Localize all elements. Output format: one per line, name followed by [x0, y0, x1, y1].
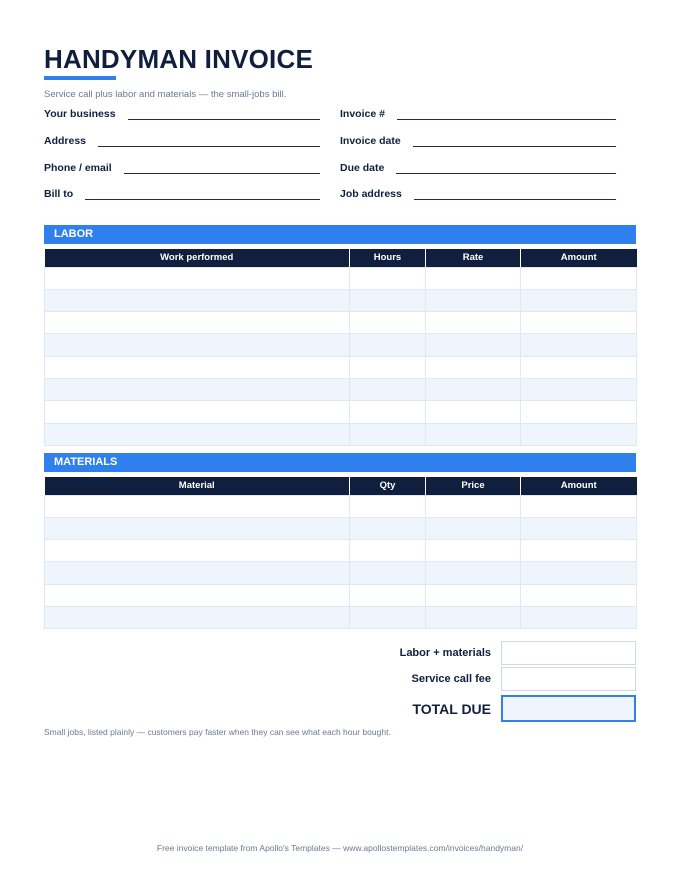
phone-email-field[interactable]: [44, 158, 320, 174]
field-label: Invoice date: [340, 135, 401, 147]
labor-cell[interactable]: [426, 334, 521, 356]
labor-rows: [45, 267, 637, 445]
materials-cell[interactable]: [426, 584, 521, 606]
service-fee-label: Service call fee: [411, 673, 491, 685]
column-header-work-performed: Work performed: [45, 249, 350, 267]
labor-cell[interactable]: [350, 312, 426, 334]
field-label: Phone / email: [44, 162, 112, 174]
materials-cell[interactable]: [45, 540, 350, 562]
subtotal-row: [331, 641, 636, 665]
labor-cell[interactable]: [45, 423, 350, 445]
labor-cell[interactable]: [521, 267, 637, 289]
labor-cell[interactable]: [521, 401, 637, 423]
materials-cell[interactable]: [45, 517, 350, 539]
field-input-line[interactable]: [413, 137, 616, 147]
total-due-input[interactable]: [501, 695, 636, 722]
field-label: Bill to: [44, 188, 74, 200]
field-input-line[interactable]: [85, 190, 320, 200]
materials-row: [45, 562, 637, 584]
materials-cell[interactable]: [521, 495, 637, 517]
labor-cell[interactable]: [521, 289, 637, 311]
field-label: Job address: [340, 188, 402, 200]
field-input-line[interactable]: [128, 110, 320, 120]
materials-rows: [45, 495, 637, 629]
materials-section-header: MATERIALS: [44, 453, 636, 472]
materials-cell[interactable]: [45, 495, 350, 517]
invoice-number-field[interactable]: [340, 104, 616, 120]
labor-header-row: [45, 249, 637, 267]
materials-cell[interactable]: [521, 517, 637, 539]
service-fee-row: [331, 667, 636, 691]
bill-to-field[interactable]: [44, 184, 320, 200]
field-label: Your business: [44, 108, 116, 120]
labor-cell[interactable]: [521, 423, 637, 445]
materials-row: [45, 606, 637, 628]
field-input-line[interactable]: [396, 164, 616, 174]
materials-cell[interactable]: [350, 562, 426, 584]
labor-cell[interactable]: [45, 378, 350, 400]
field-label: Invoice #: [340, 108, 385, 120]
field-input-line[interactable]: [98, 137, 320, 147]
labor-cell[interactable]: [45, 356, 350, 378]
field-label: Due date: [340, 162, 385, 174]
materials-cell[interactable]: [350, 606, 426, 628]
footer-credit: Free invoice template from Apollo's Templates — www.apollostemplates.com/invoices/handyman/: [156, 843, 524, 853]
labor-cell[interactable]: [521, 378, 637, 400]
labor-cell[interactable]: [350, 423, 426, 445]
labor-cell[interactable]: [521, 312, 637, 334]
labor-cell[interactable]: [350, 267, 426, 289]
column-header-qty: Qty: [350, 477, 426, 495]
labor-cell[interactable]: [45, 267, 350, 289]
materials-cell[interactable]: [45, 562, 350, 584]
materials-row: [45, 517, 637, 539]
job-address-field[interactable]: [340, 184, 616, 200]
labor-row: [45, 334, 637, 356]
labor-cell[interactable]: [426, 356, 521, 378]
materials-cell[interactable]: [521, 562, 637, 584]
materials-cell[interactable]: [45, 584, 350, 606]
labor-cell[interactable]: [426, 378, 521, 400]
labor-cell[interactable]: [426, 423, 521, 445]
labor-cell[interactable]: [426, 289, 521, 311]
field-input-line[interactable]: [124, 164, 320, 174]
labor-row: [45, 289, 637, 311]
invoice-date-field[interactable]: [340, 131, 616, 147]
materials-header-row: [45, 477, 637, 495]
subtotal-label: Labor + materials: [399, 647, 491, 659]
column-header-amount: Amount: [521, 477, 637, 495]
subtotal-input[interactable]: [501, 641, 636, 665]
labor-cell[interactable]: [350, 401, 426, 423]
labor-row: [45, 356, 637, 378]
labor-cell[interactable]: [350, 356, 426, 378]
materials-cell[interactable]: [426, 540, 521, 562]
due-date-field[interactable]: [340, 158, 616, 174]
invoice-title: HANDYMAN INVOICE: [44, 44, 313, 74]
materials-cell[interactable]: [350, 584, 426, 606]
labor-cell[interactable]: [350, 334, 426, 356]
materials-cell[interactable]: [521, 584, 637, 606]
your-business-field[interactable]: [44, 104, 320, 120]
labor-table: [44, 249, 637, 446]
materials-cell[interactable]: [426, 562, 521, 584]
invoice-subtitle: Service call plus labor and materials — the small-jobs bill.: [44, 89, 287, 100]
materials-cell[interactable]: [521, 606, 637, 628]
total-due-row: [331, 695, 636, 722]
materials-row: [45, 540, 637, 562]
address-field[interactable]: [44, 131, 320, 147]
title-accent-bar: [44, 76, 116, 80]
labor-section-header: LABOR: [44, 225, 636, 244]
materials-cell[interactable]: [45, 606, 350, 628]
materials-row: [45, 584, 637, 606]
labor-cell[interactable]: [45, 289, 350, 311]
materials-cell[interactable]: [426, 606, 521, 628]
materials-row: [45, 495, 637, 517]
labor-cell[interactable]: [521, 356, 637, 378]
column-header-amount: Amount: [521, 249, 637, 267]
labor-cell[interactable]: [426, 267, 521, 289]
labor-cell[interactable]: [426, 312, 521, 334]
materials-cell[interactable]: [426, 517, 521, 539]
service-fee-input[interactable]: [501, 667, 636, 691]
labor-row: [45, 267, 637, 289]
column-header-hours: Hours: [350, 249, 426, 267]
materials-cell[interactable]: [426, 495, 521, 517]
field-input-line[interactable]: [397, 110, 616, 120]
total-due-label: TOTAL DUE: [412, 700, 491, 717]
labor-row: [45, 423, 637, 445]
labor-cell[interactable]: [45, 334, 350, 356]
materials-cell[interactable]: [350, 517, 426, 539]
column-header-material: Material: [45, 477, 350, 495]
labor-row: [45, 312, 637, 334]
column-header-price: Price: [426, 477, 521, 495]
labor-cell[interactable]: [45, 312, 350, 334]
materials-table: [44, 477, 637, 629]
field-label: Address: [44, 135, 87, 147]
field-input-line[interactable]: [414, 190, 616, 200]
labor-cell[interactable]: [521, 334, 637, 356]
labor-cell[interactable]: [45, 401, 350, 423]
labor-cell[interactable]: [426, 401, 521, 423]
labor-row: [45, 401, 637, 423]
footnote: Small jobs, listed plainly — customers pay faster when they can see what each hour bought.: [44, 727, 391, 737]
materials-cell[interactable]: [350, 540, 426, 562]
column-header-rate: Rate: [426, 249, 521, 267]
materials-cell[interactable]: [521, 540, 637, 562]
labor-cell[interactable]: [350, 378, 426, 400]
labor-cell[interactable]: [350, 289, 426, 311]
labor-row: [45, 378, 637, 400]
materials-cell[interactable]: [350, 495, 426, 517]
